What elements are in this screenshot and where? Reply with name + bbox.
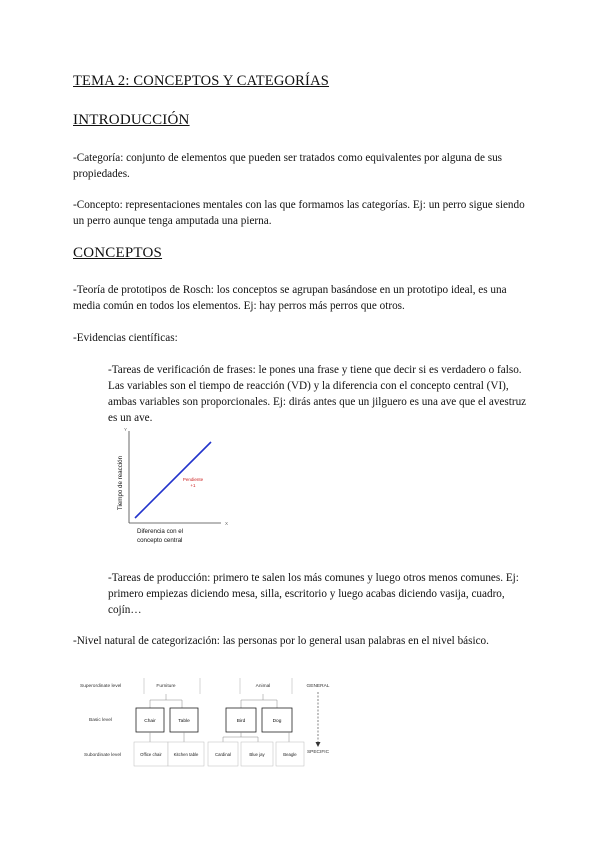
slope-value: +1 [190,483,196,488]
basic-table: Table [178,719,190,724]
subordinate-kitchen-table: Kitchen table [173,752,199,757]
subordinate-office-chair: Office chair [140,752,162,757]
paragraph-categoria: -Categoría: conjunto de elementos que pueden ser tratados como equivalentes por alguna de sus propiedades. [73,152,503,180]
x-axis-label-line2: concepto central [137,537,183,544]
y-axis-label: Tiempo de reacción [117,455,124,511]
paragraph-nivel-natural: -Nivel natural de categorización: las personas por lo general usan palabras en el nivel básico. [73,635,489,647]
category-hierarchy-diagram [80,670,370,775]
level-label-subordinate: Subordinate level [84,753,122,758]
subordinate-beagle: Beagle [283,752,297,757]
paragraph-prototipos: -Teoría de prototipos de Rosch: los conceptos se agrupan basándose en un prototipo ideal, es una media común en todos los elementos. Ej: hay perros más perros que otros. [73,284,507,312]
level-label-basic: Basic level [89,718,112,723]
reaction-time-chart [105,425,235,550]
subordinate-cardinal: Cardinal [214,752,232,757]
basic-dog: Dog [272,719,282,724]
heading-conceptos: CONCEPTOS [73,245,163,261]
subordinate-blue-jay: Blue jay [249,752,265,757]
page-title: TEMA 2: CONCEPTOS Y CATEGORÍAS [73,73,330,89]
arrow-head-icon [316,742,321,747]
basic-chair: Chair [144,719,156,724]
paragraph-concepto: -Concepto: representaciones mentales con las que formamos las categorías. Ej: un perro sigue siendo un perro aunque tenga amputada una pierna. [73,199,525,227]
paragraph-tareas-verificacion: -Tareas de verificación de frases: le pones una frase y tiene que decir si es verdadero o falso. Las variables son el tiempo de reacción (VD) y la diferencia con el concepto central (VI), ambas variables son proporcionales. Ej: dirás antes que un jilguero es una ave que el avestruz es un ave. [108,364,527,424]
paragraph-evidencias: -Evidencias científicas: [73,332,178,344]
slope-label: Pendiente [182,477,204,482]
y-axis-letter: Y [123,427,127,432]
paragraph-tareas-produccion: -Tareas de producción: primero te salen los más comunes y luego otros menos comunes. Ej: primero empiezas diciendo mesa, silla, escritorio y luego acabas diciendo vasija, cuadro, cojín… [108,572,519,616]
superordinate-furniture: Furniture [156,684,176,689]
superordinate-animal: Animal [255,684,271,689]
specific-label: SPECIFIC [306,750,330,755]
heading-introduccion: INTRODUCCIÓN [73,112,190,128]
basic-bird: Bird [236,719,246,724]
general-label: GENERAL [306,684,330,689]
level-label-superordinate: Superordinate level [80,684,122,689]
x-axis-label-line1: Diferencia con el [137,528,184,535]
x-axis-letter: X [225,521,229,526]
